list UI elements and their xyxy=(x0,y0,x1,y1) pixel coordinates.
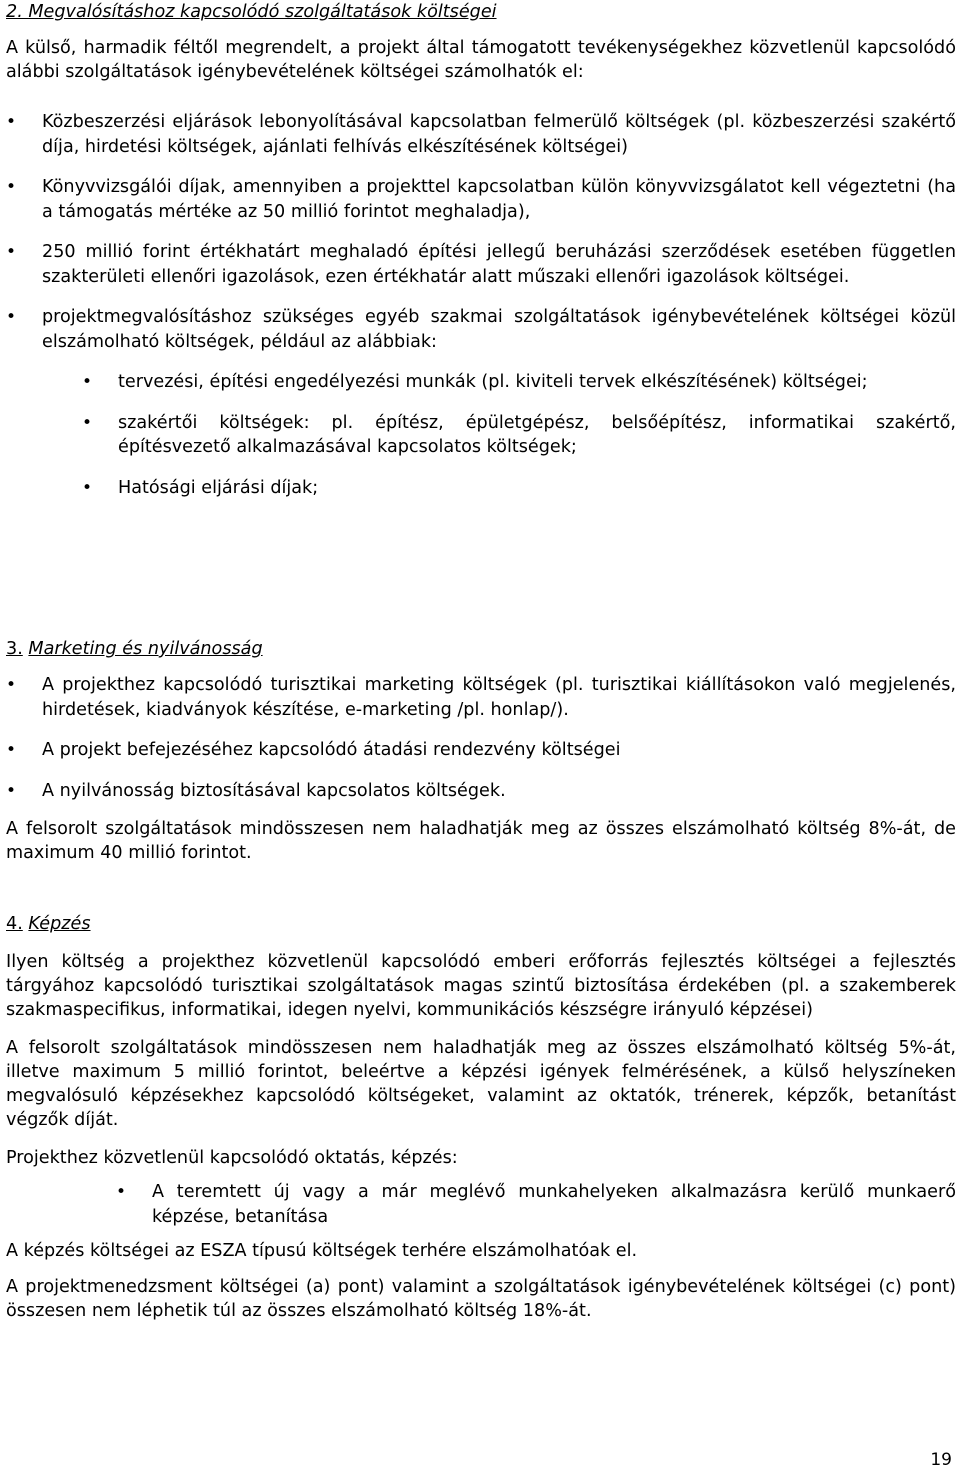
section-3-bullet-list xyxy=(6,673,956,803)
list-item: • A teremtett új vagy a már meglévő munkahelyeken alkalmazásra kerülő munkaerő képzése, betanítása xyxy=(6,1180,956,1229)
section-4-para-3: Projekthez közvetlenül kapcsolódó oktatás, képzés: xyxy=(6,1148,458,1168)
list-item: • A nyilvánosság biztosításával kapcsolatos költségek. xyxy=(6,779,956,804)
section-3-title: Marketing és nyilvánosság xyxy=(28,639,263,659)
list-item: • Hatósági eljárási díjak; xyxy=(6,476,956,501)
list-item: • tervezési, építési engedélyezési munkák (pl. kiviteli tervek elkészítésének) költségei; xyxy=(6,370,956,395)
section-2 xyxy=(6,0,956,500)
section-4-para-4: A képzés költségei az ESZA típusú költségek terhére elszámolhatóak el. xyxy=(6,1241,638,1261)
page-number: 19 xyxy=(930,1450,952,1470)
section-2-bullet-list xyxy=(6,110,956,354)
list-item: • szakértői költségek: pl. építész, épületgépész, belsőépítész, informatikai szakértő, építésvezető alkalmazásával kapcsolatos költségek; xyxy=(6,411,956,460)
section-4-bullet-list xyxy=(6,1180,956,1229)
section-2-heading xyxy=(6,0,956,24)
section-4-title: Képzés xyxy=(28,914,91,934)
section-3 xyxy=(6,637,956,865)
section-2-intro: A külső, harmadik féltől megrendelt, a projekt által támogatott tevékenységekhez közvetlenül kapcsolódó alábbi szolgáltatások igénybevételének költségei számolhatók el: xyxy=(6,38,956,82)
list-item: • Könyvvizsgálói díjak, amennyiben a projekttel kapcsolatban külön könyvvizsgálatot kell végeztetni (ha a támogatás mértéke az 50 millió forintot meghaladja), xyxy=(6,175,956,224)
section-4-para-5: A projektmenedzsment költségei (a) pont) valamint a szolgáltatások igénybevételének költségei (c) pont) összesen nem léphetik túl az összes elszámolható költség 18%-át. xyxy=(6,1277,956,1321)
section-4-para-1: Ilyen költség a projekthez közvetlenül kapcsolódó emberi erőforrás fejlesztés költségei a fejlesztés tárgyához kapcsolódó turisztikai szolgáltatások magas szintű biztosítása érdekében (pl. a szakemberek szakmaspecifikus, informatikai, idegen nyelvi, kommunikációs készségre irányuló képzései) xyxy=(6,952,956,1020)
list-item: • Közbeszerzési eljárások lebonyolításával kapcsolatban felmerülő költségek (pl. közbeszerzési szakértő díja, hirdetési költségek, ajánlati felhívás elkészítésének költségei) xyxy=(6,110,956,159)
list-item: • projektmegvalósításhoz szükséges egyéb szakmai szolgáltatások igénybevételének költségei közül elszámolható költségek, például az alábbiak: xyxy=(6,305,956,354)
section-2-title: 2. Megvalósításhoz kapcsolódó szolgáltatások költségei xyxy=(6,2,497,22)
section-3-heading xyxy=(6,637,956,661)
section-4-heading xyxy=(6,912,956,936)
section-4 xyxy=(6,912,956,1323)
section-2-sub-list xyxy=(6,370,956,500)
list-item: • A projekt befejezéséhez kapcsolódó átadási rendezvény költségei xyxy=(6,738,956,763)
list-item: • A projekthez kapcsolódó turisztikai marketing költségek (pl. turisztikai kiállításokon való megjelenés, hirdetések, kiadványok készítése, e-marketing /pl. honlap/). xyxy=(6,673,956,722)
section-4-para-2: A felsorolt szolgáltatások mindösszesen nem haladhatják meg az összes elszámolható költség 5%-át, illetve maximum 5 millió forintot, beleértve a képzési igények felmérésének, a külső helyszíneken megvalósuló képzésekhez kapcsolódó költségeket, valamint az oktatók, trénerek, képzők, betanítást végzők díját. xyxy=(6,1038,956,1130)
list-item: • 250 millió forint értékhatárt meghaladó építési jellegű beruházási szerződések esetében független szakterületi ellenőri igazolások, ezen értékhatár alatt műszaki ellenőri igazolások költségei. xyxy=(6,240,956,289)
section-4-number: 4. xyxy=(6,914,23,934)
section-3-limit: A felsorolt szolgáltatások mindösszesen nem haladhatják meg az összes elszámolható költség 8%-át, de maximum 40 millió forintot. xyxy=(6,819,956,863)
section-3-number: 3. xyxy=(6,639,23,659)
